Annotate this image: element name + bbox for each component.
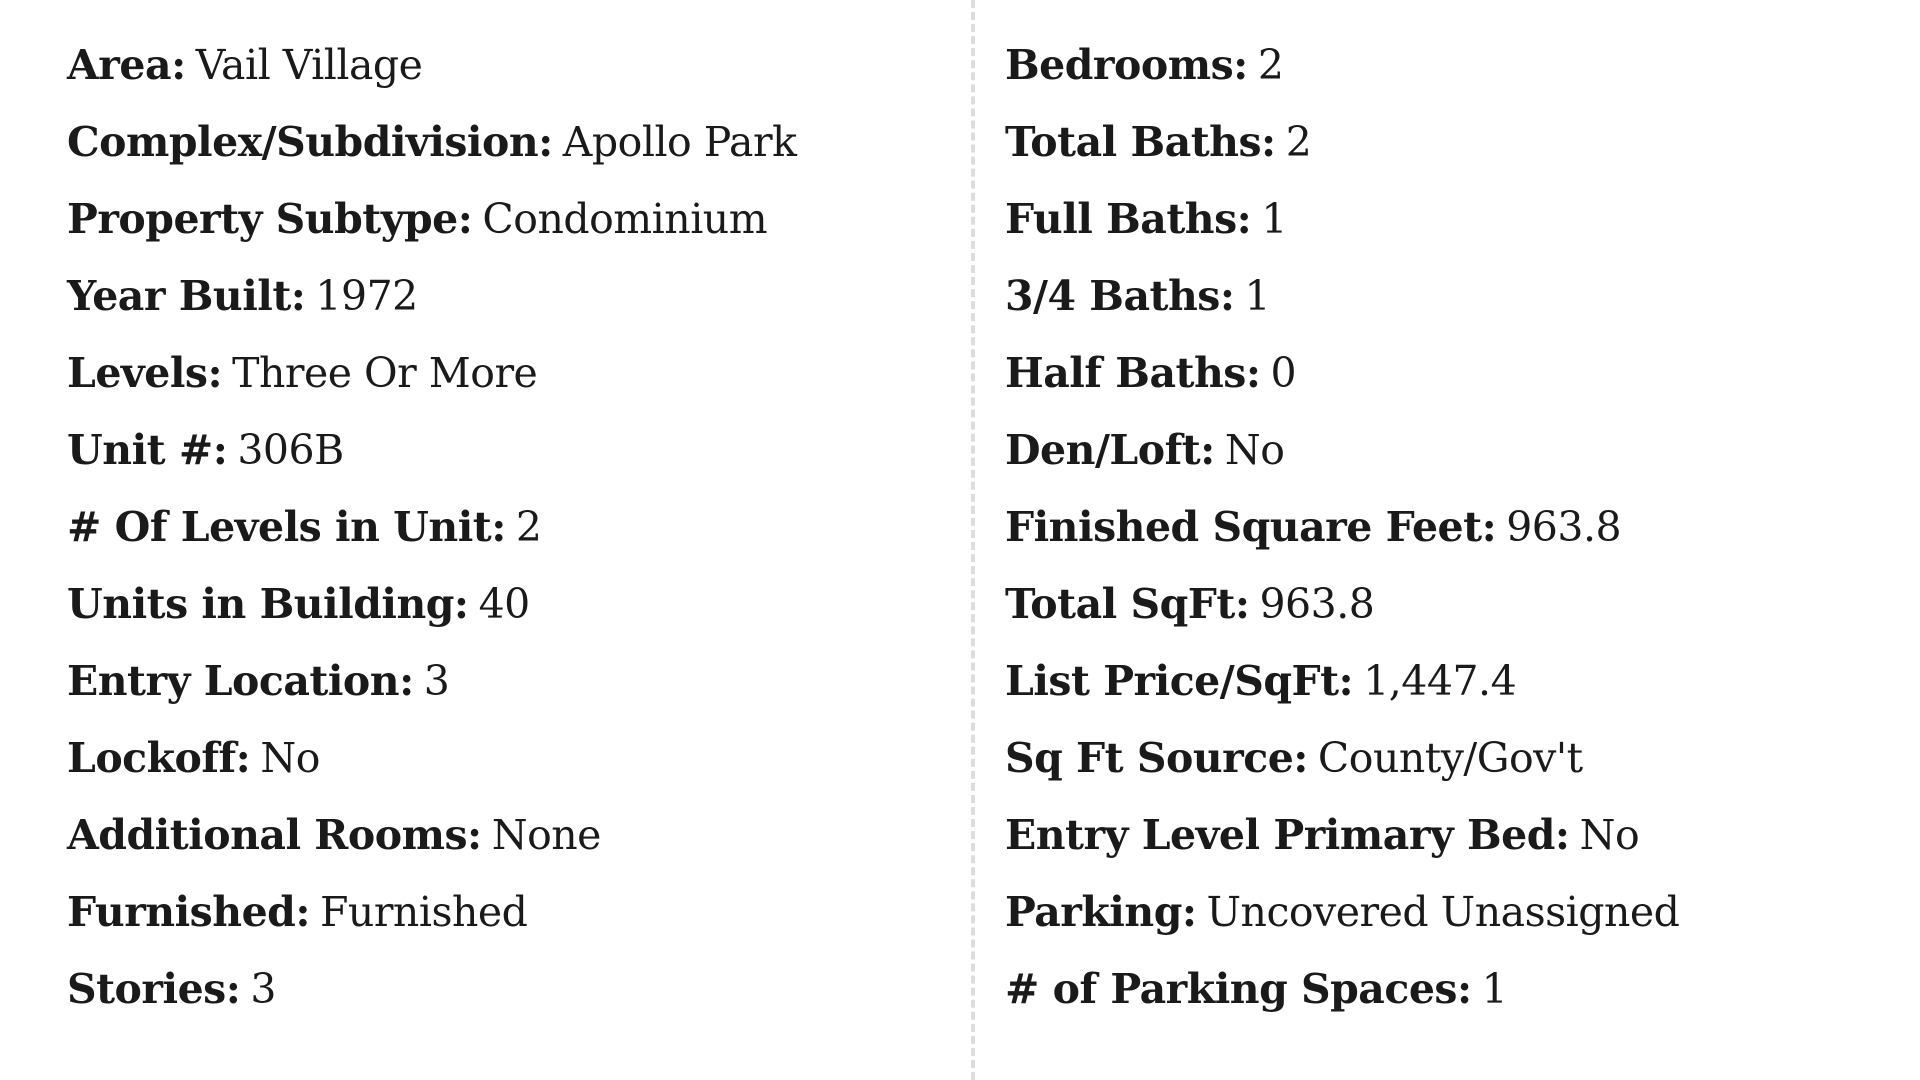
detail-label: Den/Loft: — [1005, 426, 1215, 474]
detail-label: Furnished: — [67, 888, 310, 936]
detail-row-year-built — [67, 265, 927, 342]
detail-row-stories — [67, 958, 927, 1035]
detail-value: County/Gov't — [1317, 734, 1583, 782]
detail-value: 1,447.4 — [1363, 657, 1517, 705]
detail-label: Entry Location: — [67, 657, 414, 705]
detail-value: No — [1224, 426, 1285, 474]
detail-label: Total Baths: — [1005, 118, 1276, 166]
detail-row-parking-spaces — [1005, 958, 1865, 1035]
detail-label: Stories: — [67, 965, 241, 1013]
detail-value: 0 — [1270, 349, 1297, 397]
property-details-left-column — [67, 34, 927, 1035]
detail-label: Lockoff: — [67, 734, 251, 782]
detail-row-list-price-per-sqft — [1005, 650, 1865, 727]
detail-label: # of Parking Spaces: — [1005, 965, 1472, 1013]
detail-value: 2 — [1285, 118, 1312, 166]
detail-value: 1 — [1481, 965, 1508, 1013]
detail-value: Apollo Park — [562, 118, 797, 166]
detail-value: 3 — [423, 657, 450, 705]
property-details-right-column — [1005, 34, 1865, 1035]
detail-label: Sq Ft Source: — [1005, 734, 1308, 782]
detail-row-furnished — [67, 881, 927, 958]
detail-value: No — [1579, 811, 1640, 859]
detail-row-entry-location — [67, 650, 927, 727]
detail-value: 3 — [250, 965, 276, 1013]
detail-value: 40 — [478, 580, 530, 628]
detail-value: None — [491, 811, 601, 859]
detail-value: No — [260, 734, 320, 782]
detail-value: 2 — [1257, 41, 1284, 89]
detail-value: 2 — [515, 503, 542, 551]
detail-value: Three Or More — [232, 349, 538, 397]
detail-row-full-baths — [1005, 188, 1865, 265]
detail-row-total-sqft — [1005, 573, 1865, 650]
detail-label: Entry Level Primary Bed: — [1005, 811, 1570, 859]
detail-row-bedrooms — [1005, 34, 1865, 111]
detail-label: Complex/Subdivision: — [67, 118, 553, 166]
detail-row-levels-in-unit — [67, 496, 927, 573]
detail-label: List Price/SqFt: — [1005, 657, 1354, 705]
detail-label: Levels: — [67, 349, 223, 397]
detail-label: Units in Building: — [67, 580, 469, 628]
detail-row-total-baths — [1005, 111, 1865, 188]
detail-value: Condominium — [482, 195, 768, 243]
detail-label: Area: — [67, 41, 186, 89]
detail-row-lockoff — [67, 727, 927, 804]
detail-label: Total SqFt: — [1005, 580, 1250, 628]
detail-label: Parking: — [1005, 888, 1197, 936]
detail-row-area — [67, 34, 927, 111]
detail-row-unit-number — [67, 419, 927, 496]
detail-row-half-baths — [1005, 342, 1865, 419]
detail-value: 1 — [1261, 195, 1287, 243]
detail-row-finished-sqft — [1005, 496, 1865, 573]
detail-label: Property Subtype: — [67, 195, 473, 243]
detail-value: 1 — [1244, 272, 1271, 320]
detail-row-sqft-source — [1005, 727, 1865, 804]
detail-label: Additional Rooms: — [67, 811, 482, 859]
detail-label: Half Baths: — [1005, 349, 1261, 397]
detail-label: Year Built: — [67, 272, 306, 320]
column-divider — [971, 0, 975, 1080]
detail-row-den-loft — [1005, 419, 1865, 496]
detail-value: 963.8 — [1259, 580, 1375, 628]
detail-label: Bedrooms: — [1005, 41, 1248, 89]
detail-row-parking — [1005, 881, 1865, 958]
detail-row-units-in-building — [67, 573, 927, 650]
detail-value: Uncovered Unassigned — [1206, 888, 1680, 936]
detail-label: Unit #: — [67, 426, 228, 474]
detail-value: Furnished — [319, 888, 528, 936]
detail-label: 3/4 Baths: — [1005, 272, 1235, 320]
detail-value: 963.8 — [1506, 503, 1622, 551]
detail-row-subtype — [67, 188, 927, 265]
detail-value: 1972 — [315, 272, 418, 320]
detail-row-additional-rooms — [67, 804, 927, 881]
detail-row-entry-level-primary-bed — [1005, 804, 1865, 881]
detail-label: Full Baths: — [1005, 195, 1252, 243]
detail-label: # Of Levels in Unit: — [67, 503, 506, 551]
detail-value: 306B — [237, 426, 344, 474]
detail-label: Finished Square Feet: — [1005, 503, 1497, 551]
detail-row-levels — [67, 342, 927, 419]
detail-value: Vail Village — [195, 41, 423, 89]
detail-row-complex — [67, 111, 927, 188]
detail-row-three-quarter-baths — [1005, 265, 1865, 342]
